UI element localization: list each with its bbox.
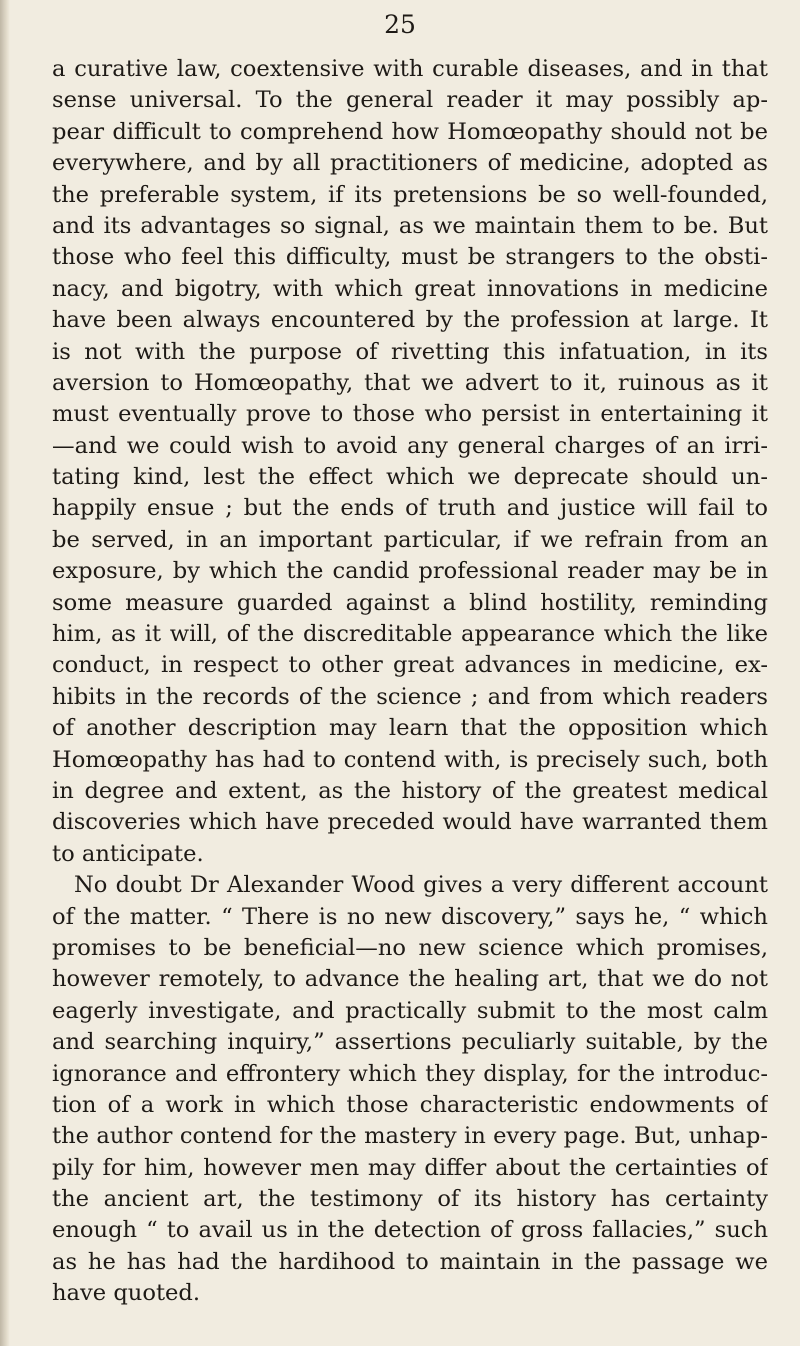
text-line: sense universal. To the general reader it may possibly ap- [52,87,768,114]
text-line: —and we could wish to avoid any general charges of an irri- [52,432,768,459]
text-line: pily for him, however men may differ about the certainties of [52,1154,768,1181]
text-line: discoveries which have preceded would have warranted them [52,809,768,836]
text-line: conduct, in respect to other great advances in medicine, ex- [52,652,768,679]
text-line: some measure guarded against a blind hostility, reminding [52,589,768,616]
text-line: of the matter. “ There is no new discovery,” says he, “ which [52,903,768,930]
text-line: the preferable system, if its pretensions be so well-founded, [52,181,768,208]
text-line: eagerly investigate, and practically submit to the most calm [52,997,768,1024]
text-line: ignorance and effrontery which they display, for the introduc- [52,1060,768,1087]
paragraph-end-line: have quoted. [52,1280,201,1307]
text-line: hibits in the records of the science ; and from which readers [52,683,768,710]
body-text [52,54,768,1310]
text-line: the author contend for the mastery in every page. But, unhap- [52,1123,768,1150]
text-line: however remotely, to advance the healing art, that we do not [52,966,768,993]
text-line: aversion to Homœopathy, that we advert to it, ruinous as it [52,369,768,396]
text-line: nacy, and bigotry, with which great innovations in medicine [52,275,768,302]
paragraph-end-line: to anticipate. [52,840,204,867]
text-line: those who feel this difficulty, must be strangers to the obsti- [52,244,768,271]
text-line: in degree and extent, as the history of the greatest medical [52,777,768,804]
text-line: the ancient art, the testimony of its history has certainty [52,1186,768,1213]
text-line: exposure, by which the candid professional reader may be in [52,558,768,585]
text-line: him, as it will, of the discreditable appearance which the like [52,621,768,648]
text-line: enough “ to avail us in the detection of gross fallacies,” such [52,1217,768,1244]
text-line: as he has had the hardihood to maintain in the passage we [52,1248,768,1275]
text-line: be served, in an important particular, if we refrain from an [52,526,768,553]
text-line: of another description may learn that the opposition which [52,715,768,742]
page-number: 25 [384,10,416,39]
text-line: pear difficult to comprehend how Homœopathy should not be [52,118,768,145]
text-line: a curative law, coextensive with curable diseases, and in that [52,56,768,82]
text-line: tating kind, lest the effect which we deprecate should un- [52,464,768,491]
text-line: is not with the purpose of rivetting this infatuation, in its [52,338,768,365]
text-line: and its advantages so signal, as we maintain them to be. But [52,212,768,239]
text-line: Homœopathy has had to contend with, is precisely such, both [52,746,768,773]
text-line: must eventually prove to those who persist in entertaining it [52,401,768,428]
text-line: and searching inquiry,” assertions peculiarly suitable, by the [52,1029,768,1056]
page-edge-shadow [0,0,10,1346]
text-line: promises to be beneficial—no new science which promises, [52,934,768,961]
paragraph-start-line: No doubt Dr Alexander Wood gives a very different account [74,872,768,899]
text-line: happily ensue ; but the ends of truth and justice will fail to [52,495,768,522]
text-line: have been always encountered by the profession at large. It [52,307,768,334]
text-line: everywhere, and by all practitioners of medicine, adopted as [52,150,768,177]
text-line: tion of a work in which those characteristic endowments of [52,1091,768,1118]
